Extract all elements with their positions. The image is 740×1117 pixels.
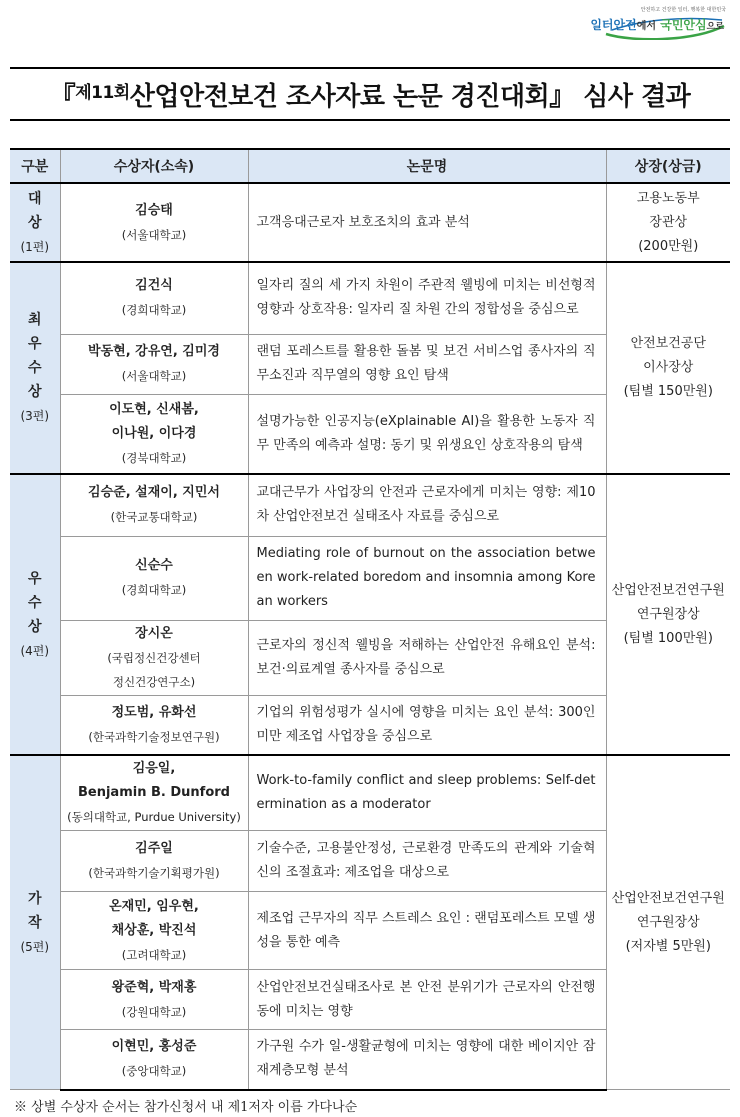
winner-names: 신순수 — [135, 558, 173, 573]
logo-tagline: 안전하고 건강한 일터, 행복한 대한민국 — [640, 7, 726, 13]
paper-title: 일자리 질의 세 가지 차원이 주관적 웰빙에 미치는 비선형적 영향과 상호작용: 일자리 질 차원 간의 정합성을 중심으로 — [248, 262, 606, 334]
category-char: 작 — [27, 914, 42, 931]
winner-affiliation: (서울대학교) — [121, 369, 187, 383]
category-count: (5편) — [20, 939, 50, 954]
winner-cell — [60, 831, 248, 892]
category-cell — [10, 262, 60, 474]
award-line: (저자별 5만원) — [625, 938, 711, 954]
header-winner: 수상자(소속) — [60, 149, 248, 183]
winner-cell — [60, 892, 248, 970]
category-char: 대 — [27, 190, 42, 207]
footnote: ※ 상별 수상자 순서는 참가신청서 내 제1저자 이름 가다나순 — [14, 1100, 358, 1115]
winner-names: Benjamin B. Dunford — [78, 785, 230, 800]
category-char: 우 — [27, 570, 42, 587]
title-main: 산업안전보건 조사자료 논문 경진대회』 심사 결과 — [129, 81, 691, 112]
table-row — [10, 262, 730, 334]
winner-affiliation: (경북대학교) — [121, 450, 187, 465]
category-char: 최 — [27, 312, 42, 328]
table-row — [10, 183, 730, 262]
award-line: 산업안전보건연구원 — [611, 582, 725, 598]
winner-names: 정도범, 유화선 — [111, 704, 197, 720]
paper-title: 랜덤 포레스트를 활용한 돌봄 및 보건 서비스업 종사자의 직무소진과 직무열의 영향 요인 탐색 — [248, 334, 606, 394]
winner-names: 이도현, 신새봄, — [109, 401, 199, 417]
winner-cell — [60, 334, 248, 394]
winner-affiliation: (한국과학기술정보연구원) — [88, 729, 220, 744]
winner-names: 김승태 — [135, 202, 173, 218]
winner-affiliation: 정신건강연구소) — [112, 674, 196, 689]
award-cell — [606, 183, 730, 262]
paper-title: 기술수준, 고용불안정성, 근로환경 만족도의 관계와 기술혁신의 조절효과: 제조업을 대상으로 — [248, 831, 606, 892]
winner-affiliation: (중앙대학교) — [121, 1064, 187, 1079]
paper-title: 가구원 수가 일-생활균형에 미치는 영향에 대한 베이지안 잠재계층모형 분석 — [248, 1030, 606, 1090]
table-header-row — [10, 149, 730, 183]
winner-names: 장시온 — [135, 625, 173, 641]
category-cell — [10, 183, 60, 262]
winner-names: 이나원, 이다경 — [111, 425, 197, 441]
results-table-body — [10, 183, 730, 1090]
winner-names: 김건식 — [135, 278, 173, 294]
award-line: (팀별 100만원) — [623, 630, 713, 646]
paper-title: 기업의 위험성평가 실시에 영향을 미치는 요인 분석: 300인 미만 제조업 사업장을 중심으로 — [248, 695, 606, 755]
winner-names: 박동현, 강유연, 김미경 — [88, 344, 220, 359]
award-line: 안전보건공단 — [630, 336, 706, 351]
winner-affiliation: (경희대학교) — [121, 303, 187, 318]
category-char: 우 — [27, 336, 42, 352]
award-line: 연구원장상 — [636, 914, 700, 930]
title-open-bracket: 『 — [49, 81, 76, 112]
winner-cell — [60, 394, 248, 474]
winner-names: 김주일 — [135, 841, 173, 856]
category-cell — [10, 474, 60, 755]
logo-brand-part1: 일터안전 — [590, 18, 637, 32]
winner-affiliation: (국립정신건강센터 — [107, 650, 201, 665]
logo — [590, 4, 730, 44]
title-bar — [10, 67, 730, 121]
table-row — [10, 755, 730, 831]
header-paper: 논문명 — [248, 149, 606, 183]
title-round: 제11회 — [75, 82, 130, 103]
logo-brand-part4: 으로 — [706, 22, 724, 32]
award-line: 이사장상 — [643, 360, 694, 375]
paper-title: 제조업 근무자의 직무 스트레스 요인 : 랜덤포레스트 모델 생성을 통한 예측 — [248, 892, 606, 970]
header-award: 상장(상금) — [606, 149, 730, 183]
category-count: (4편) — [20, 643, 50, 658]
winner-affiliation: (고려대학교) — [121, 947, 187, 962]
award-cell — [606, 474, 730, 755]
winner-names: 이현민, 홍성준 — [111, 1039, 197, 1055]
award-line: 장관상 — [649, 214, 688, 230]
winner-names: 왕준혁, 박재홍 — [111, 979, 197, 995]
award-line: (200만원) — [638, 238, 699, 254]
winner-affiliation: (동의대학교, Purdue University) — [67, 810, 241, 824]
winner-cell — [60, 620, 248, 695]
award-line: 고용노동부 — [636, 190, 700, 206]
paper-title: Work-to-family conflict and sleep problems: Self-determination as a moderator — [248, 755, 606, 831]
award-cell — [606, 755, 730, 1090]
header-category: 구분 — [10, 149, 60, 183]
winner-cell — [60, 262, 248, 334]
page-title — [50, 76, 691, 113]
winner-names: 온재민, 임우현, — [109, 898, 199, 914]
winner-names: 김승준, 설재이, 지민서 — [88, 485, 220, 501]
winner-affiliation: (서울대학교) — [121, 227, 187, 242]
paper-title: Mediating role of burnout on the association between work-related boredom and insomnia among Korean workers — [248, 536, 606, 620]
winner-affiliation: (경희대학교) — [121, 583, 187, 597]
logo-brand-part3: 국민안심 — [660, 18, 707, 32]
logo-brand — [590, 16, 724, 33]
category-char: 수 — [27, 594, 42, 611]
winner-cell — [60, 183, 248, 262]
winner-cell — [60, 970, 248, 1030]
paper-title: 산업안전보건실태조사로 본 안전 분위기가 근로자의 안전행동에 미치는 영향 — [248, 970, 606, 1030]
paper-title: 고객응대근로자 보호조치의 효과 분석 — [248, 183, 606, 262]
paper-title: 근로자의 정신적 웰빙을 저해하는 산업안전 유해요인 분석: 보건·의료계열 종사자를 중심으로 — [248, 620, 606, 695]
logo-brand-part2: 에서 — [636, 21, 657, 32]
winner-cell — [60, 695, 248, 755]
winner-names: 김응일, — [132, 761, 176, 776]
winner-cell — [60, 755, 248, 831]
winner-cell — [60, 1030, 248, 1090]
award-line: 산업안전보건연구원 — [611, 890, 725, 906]
winner-cell — [60, 474, 248, 536]
category-char: 가 — [27, 890, 42, 907]
award-cell — [606, 262, 730, 474]
category-cell — [10, 755, 60, 1090]
winner-names: 채상훈, 박진석 — [111, 922, 197, 938]
category-char: 상 — [27, 214, 42, 231]
category-char: 상 — [27, 618, 42, 635]
results-table — [10, 148, 730, 1091]
category-count: (1편) — [20, 239, 50, 254]
paper-title: 설명가능한 인공지능(eXplainable AI)을 활용한 노동자 직무 만족의 예측과 설명: 동기 및 위생요인 상호작용의 탐색 — [248, 394, 606, 474]
category-char: 상 — [27, 384, 42, 400]
table-row — [10, 474, 730, 536]
winner-affiliation: (강원대학교) — [121, 1004, 187, 1019]
paper-title: 교대근무가 사업장의 안전과 근로자에게 미치는 영향: 제10차 산업안전보건 실태조사 자료를 중심으로 — [248, 474, 606, 536]
winner-affiliation: (한국과학기술기획평가원) — [88, 866, 220, 880]
award-line: 연구원장상 — [636, 606, 700, 622]
winner-affiliation: (한국교통대학교) — [110, 510, 198, 525]
winner-cell — [60, 536, 248, 620]
award-line: (팀별 150만원) — [623, 384, 713, 399]
category-char: 수 — [27, 360, 42, 376]
category-count: (3편) — [20, 409, 50, 423]
